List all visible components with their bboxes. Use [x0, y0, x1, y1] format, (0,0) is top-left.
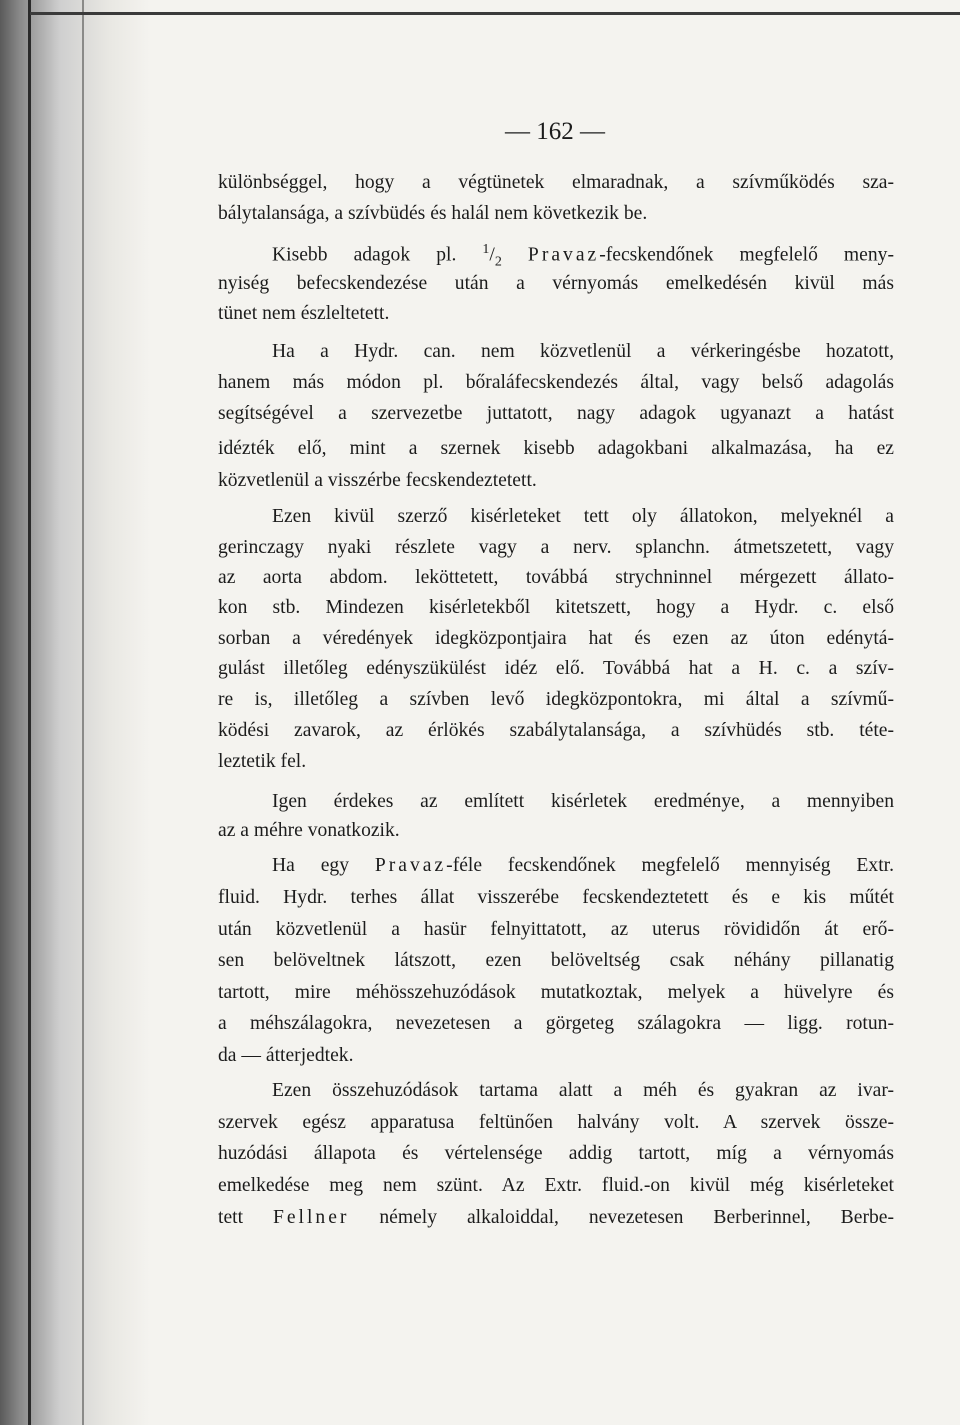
text-segment: némely alkaloiddal, nevezetesen Berberinnel, Berbe- [379, 1207, 894, 1228]
text-line: Igen érdekes az említett kisérletek eredménye, a mennyiben [272, 791, 894, 812]
text-line: da — átterjedtek. [218, 1045, 354, 1066]
text-line [272, 856, 894, 876]
text-line: ködési zavarok, az érlökés szabálytalansága, a szívhüdés stb. téte- [218, 720, 894, 741]
text-line: után közvetlenül a hasür felnyittatott, az uterus rövididőn át erő- [218, 919, 894, 940]
text-line: Kisebb adagok pl. $^1/_2$ Pravaz-fecskendőnek megfelelő meny- [272, 242, 894, 270]
text-segment: tett [218, 1207, 244, 1228]
text-line: különbséggel, hogy a végtünetek elmaradnak, a szívműködés sza- [218, 172, 894, 193]
text-line: gulást illetőleg edényszükülést idéz elő. Továbbá hat a H. c. a szív- [218, 658, 894, 679]
text-line: re is, illetőleg a szívben levő idegközpontokra, mi által a szívmű- [218, 689, 894, 710]
text-line: sorban a véredények idegközpontjaira hat és ezen az úton edénytá- [218, 628, 894, 649]
text-line: hanem más módon pl. bőraláfecskendezés által, vagy belső adagolás [218, 372, 894, 393]
text-line: kon stb. Mindezen kisérletekből kitetszett, hogy a Hydr. c. első [218, 597, 894, 618]
text-line: nyiség befecskendezése után a vérnyomás emelkedésén kivül más [218, 273, 894, 294]
text-line: idézték elő, mint a szernek kisebb adagokbani alkalmazása, ha ez [218, 438, 894, 459]
text-line: segítségével a szervezetbe juttatott, nagy adagok ugyanazt a hatást [218, 403, 894, 424]
text-line: a méhszálagokra, nevezetesen a görgeteg szálagokra — ligg. rotun- [218, 1013, 894, 1034]
text-line: szervek egész apparatusa feltünően halvány volt. A szervek össze- [218, 1112, 894, 1133]
text-line: tartott, mire méhösszehuzódások mutatkoztak, melyek a hüvelyre és [218, 982, 894, 1003]
text-line: gerinczagy nyaki részlete vagy a nerv. splanchn. átmetszetett, vagy [218, 537, 894, 558]
author-name: Pravaz [374, 855, 447, 876]
text-segment: -fecskendőnek megfelelő meny- [599, 244, 894, 266]
binding-gutter [82, 0, 84, 1425]
text-segment: Ha egy [272, 855, 349, 876]
text-line: leztetik fel. [218, 751, 307, 772]
text-line: bálytalansága, a szívbüdés és halál nem következik be. [218, 203, 648, 224]
author-name: Fellner [272, 1207, 350, 1228]
text-line: huzódási állapota és vértelensége addig tartott, míg a vérnyomás [218, 1143, 894, 1164]
author-name: Pravaz [527, 244, 600, 266]
book-binding-shadow [0, 0, 150, 1425]
page-top-edge [30, 12, 960, 15]
text-line: közvetlenül a visszérbe fecskendeztetett. [218, 470, 537, 491]
text-line: Ezen kivül szerző kisérleteket tett oly állatokon, melyeknél a [272, 506, 894, 527]
text-line: Ha a Hydr. can. nem közvetlenül a vérkeringésbe hozatott, [272, 341, 894, 362]
text-segment: -féle fecskendőnek megfelelő mennyiség Extr. [446, 855, 894, 876]
page-number: — 162 — [505, 118, 605, 145]
text-line: az a méhre vonatkozik. [218, 820, 400, 841]
text-line: sen belöveltnek látszott, ezen belöveltség csak néhány pillanatig [218, 950, 894, 971]
text-line: fluid. Hydr. terhes állat visszerébe fecskendeztetett és e kis műtét [218, 887, 894, 908]
text-line: az aorta abdom. leköttetett, továbbá strychninnel mérgezett állato- [218, 567, 894, 588]
fraction-numerator: 1 [482, 242, 490, 257]
text-segment: Kisebb adagok pl. [272, 244, 457, 266]
text-line [218, 1208, 894, 1228]
fraction-denominator: 2 [494, 254, 502, 270]
text-line: Ezen összehuzódások tartama alatt a méh és gyakran az ivar- [272, 1080, 894, 1101]
text-line: emelkedése meg nem szünt. Az Extr. fluid.-on kivül még kisérleteket [218, 1175, 894, 1196]
binding-edge [28, 0, 31, 1425]
text-line: tünet nem észleltetett. [218, 303, 390, 324]
